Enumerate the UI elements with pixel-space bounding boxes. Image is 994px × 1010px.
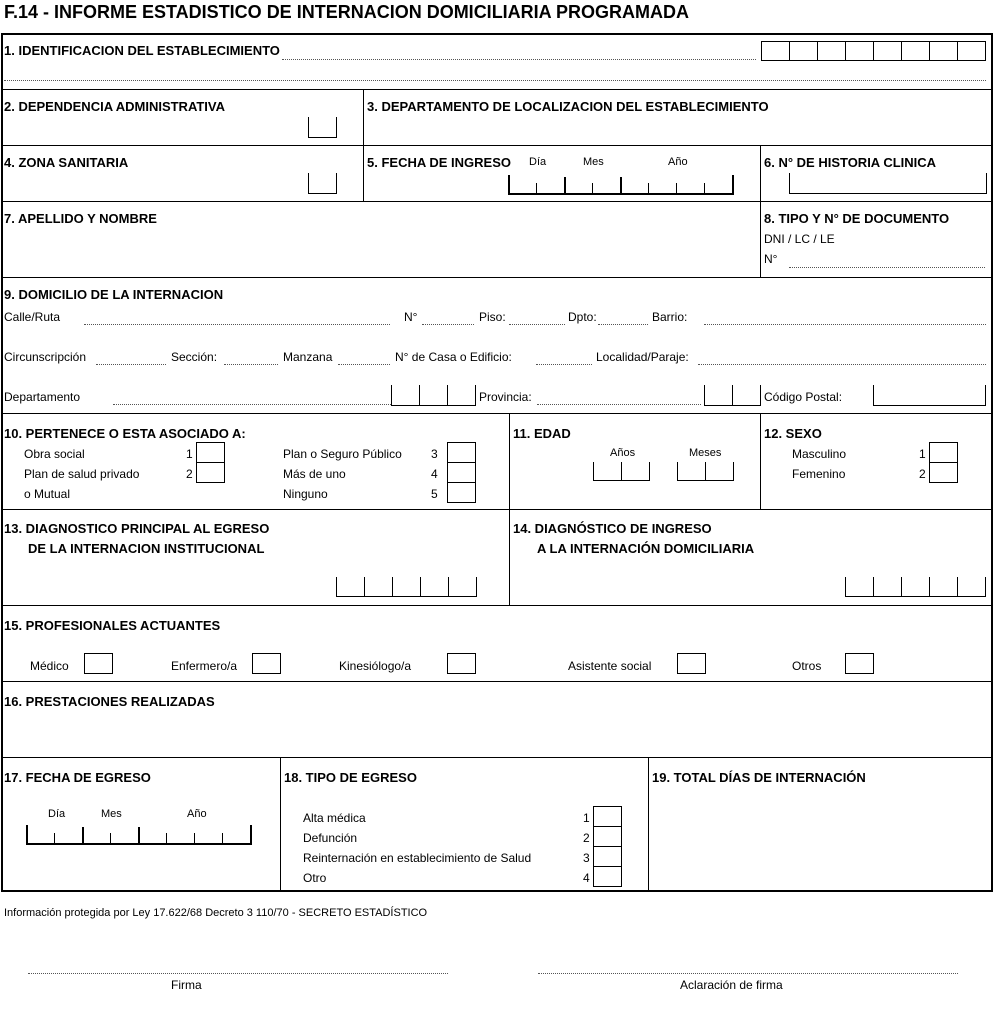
fecha-egreso-sep xyxy=(138,827,140,843)
provincia-label: Provincia: xyxy=(479,390,532,404)
manzana-line[interactable] xyxy=(338,364,390,365)
dpto-line[interactable] xyxy=(598,324,648,325)
fecha-egreso-edge xyxy=(26,825,28,843)
diag-egreso-box[interactable] xyxy=(336,577,365,597)
doc-num-label: N° xyxy=(764,252,778,266)
fecha-ingreso-edge xyxy=(508,175,510,193)
pertenece-option-box[interactable] xyxy=(196,462,225,483)
divider-4 xyxy=(1,277,993,278)
vdivider-17-18 xyxy=(280,757,281,892)
tipo-egreso-code: 4 xyxy=(583,871,590,885)
firma-line[interactable] xyxy=(28,973,448,974)
fecha-egreso-sep xyxy=(82,827,84,843)
section-11-label: 11. EDAD xyxy=(513,426,571,441)
section-16-label: 16. PRESTACIONES REALIZADAS xyxy=(4,694,215,709)
provincia-line[interactable] xyxy=(537,404,701,405)
ingreso-dia-label: Día xyxy=(529,156,547,168)
edad-anios-box[interactable] xyxy=(593,462,622,481)
section-17-label: 17. FECHA DE EGRESO xyxy=(4,770,151,785)
tipo-egreso-box[interactable] xyxy=(593,806,622,827)
section-1-label: 1. IDENTIFICACION DEL ESTABLECIMIENTO xyxy=(4,43,280,58)
divider-8 xyxy=(1,681,993,682)
fecha-ingreso-sep xyxy=(564,177,566,193)
diag-ingreso-box[interactable] xyxy=(957,577,986,597)
tipo-egreso-label: Reinternación en establecimiento de Salud xyxy=(303,851,532,865)
circ-line[interactable] xyxy=(96,364,166,365)
fecha-ingreso-tick xyxy=(648,183,649,193)
vdivider-2-3 xyxy=(363,89,364,201)
localidad-label: Localidad/Paraje: xyxy=(596,350,689,364)
fecha-egreso-tick xyxy=(54,833,55,843)
diag-ingreso-box[interactable] xyxy=(929,577,958,597)
section-13-line1: 13. DIAGNOSTICO PRINCIPAL AL EGRESO xyxy=(4,521,270,536)
dpto-label: Dpto: xyxy=(568,310,597,324)
fecha-egreso-tick xyxy=(166,833,167,843)
ingreso-mes-label: Mes xyxy=(583,156,604,168)
profesional-label: Kinesiólogo/a xyxy=(339,659,412,673)
tipo-egreso-label: Alta médica xyxy=(303,811,366,825)
manzana-label: Manzana xyxy=(283,350,333,364)
section-19-label: 19. TOTAL DÍAS DE INTERNACIÓN xyxy=(652,770,866,785)
profesional-box[interactable] xyxy=(447,653,476,674)
establecimiento-line[interactable] xyxy=(282,59,756,60)
fecha-ingreso-tick xyxy=(536,183,537,193)
profesional-box[interactable] xyxy=(845,653,874,674)
pertenece-option-label: Más de uno xyxy=(283,467,346,481)
section-7-label: 7. APELLIDO Y NOMBRE xyxy=(4,211,157,226)
casa-label: N° de Casa o Edificio: xyxy=(395,350,512,364)
fecha-egreso-edge xyxy=(250,825,252,843)
diag-ingreso-box[interactable] xyxy=(901,577,930,597)
edad-anios-label: Años xyxy=(610,447,636,459)
diag-ingreso-box[interactable] xyxy=(873,577,902,597)
casa-line[interactable] xyxy=(536,364,592,365)
departamento-code-box[interactable] xyxy=(447,385,476,406)
profesional-box[interactable] xyxy=(252,653,281,674)
profesional-box[interactable] xyxy=(677,653,706,674)
pertenece-option-code: 4 xyxy=(431,467,438,481)
tipo-egreso-box[interactable] xyxy=(593,846,622,867)
section-4-label: 4. ZONA SANITARIA xyxy=(4,155,129,170)
edad-meses-box[interactable] xyxy=(677,462,706,481)
tipo-egreso-label: Otro xyxy=(303,871,327,885)
fecha-ingreso-base[interactable] xyxy=(508,193,734,195)
profesional-label: Otros xyxy=(792,659,822,673)
pertenece-option-label: Plan de salud privado xyxy=(24,467,140,481)
fecha-ingreso-tick xyxy=(704,183,705,193)
divider-3 xyxy=(1,201,993,202)
provincia-code-box[interactable] xyxy=(704,385,733,406)
pertenece-option-box[interactable] xyxy=(447,462,476,483)
pertenece-option-label: Obra social xyxy=(24,447,85,461)
pertenece-option-box[interactable] xyxy=(447,442,476,463)
pertenece-option-label: o Mutual xyxy=(24,487,71,501)
establecimiento-line-2[interactable] xyxy=(4,80,986,81)
section-5-label: 5. FECHA DE INGRESO xyxy=(367,155,511,170)
egreso-dia-label: Día xyxy=(48,808,66,820)
departamento-code-box[interactable] xyxy=(391,385,420,406)
doc-types: DNI / LC / LE xyxy=(764,232,835,246)
pertenece-option-code: 2 xyxy=(186,467,193,481)
establecimiento-code-box[interactable] xyxy=(789,41,818,61)
section-13-line2: DE LA INTERNACION INSTITUCIONAL xyxy=(28,541,265,556)
localidad-line[interactable] xyxy=(698,364,986,365)
diag-egreso-box[interactable] xyxy=(420,577,449,597)
seccion-label: Sección: xyxy=(171,350,218,364)
fecha-egreso-tick xyxy=(194,833,195,843)
legal-note: Información protegida por Ley 17.622/68 Decreto 3 110/70 - SECRETO ESTADÍSTICO xyxy=(4,907,428,919)
aclaracion-line[interactable] xyxy=(538,973,958,974)
divider-5 xyxy=(1,413,993,414)
egreso-mes-label: Mes xyxy=(101,808,122,820)
cp-label: Código Postal: xyxy=(764,390,843,404)
egreso-anio-label: Año xyxy=(187,808,207,820)
section-2-label: 2. DEPENDENCIA ADMINISTRATIVA xyxy=(4,99,226,114)
section-14-line2: A LA INTERNACIÓN DOMICILIARIA xyxy=(537,541,755,556)
edad-anios-box[interactable] xyxy=(621,462,650,481)
establecimiento-code-box[interactable] xyxy=(817,41,846,61)
fecha-ingreso-sep xyxy=(620,177,622,193)
profesional-label: Enfermero/a xyxy=(171,659,238,673)
vdivider-5-6 xyxy=(760,145,761,277)
establecimiento-code-box[interactable] xyxy=(845,41,874,61)
cp-box[interactable] xyxy=(873,385,986,406)
establecimiento-code-box[interactable] xyxy=(901,41,930,61)
sexo-option-box[interactable] xyxy=(929,462,958,483)
pertenece-option-box[interactable] xyxy=(196,442,225,463)
numero-line[interactable] xyxy=(422,324,474,325)
diag-egreso-box[interactable] xyxy=(448,577,477,597)
fecha-egreso-tick xyxy=(222,833,223,843)
tipo-egreso-code: 1 xyxy=(583,811,590,825)
sexo-option-code: 2 xyxy=(919,467,926,481)
establecimiento-code-box[interactable] xyxy=(957,41,986,61)
divider-2 xyxy=(1,145,993,146)
section-8-label: 8. TIPO Y N° DE DOCUMENTO xyxy=(764,211,950,226)
sexo-option-box[interactable] xyxy=(929,442,958,463)
diag-egreso-box[interactable] xyxy=(364,577,393,597)
divider-1 xyxy=(1,89,993,90)
sexo-option-label: Masculino xyxy=(792,447,847,461)
calle-line[interactable] xyxy=(84,324,390,325)
barrio-label: Barrio: xyxy=(652,310,688,324)
profesional-box[interactable] xyxy=(84,653,113,674)
doc-num-line[interactable] xyxy=(789,267,985,268)
section-18-label: 18. TIPO DE EGRESO xyxy=(284,770,417,785)
barrio-line[interactable] xyxy=(704,324,986,325)
pertenece-option-box[interactable] xyxy=(447,482,476,503)
fecha-ingreso-tick xyxy=(676,183,677,193)
diag-ingreso-box[interactable] xyxy=(845,577,874,597)
departamento-code-box[interactable] xyxy=(419,385,448,406)
dependencia-box[interactable] xyxy=(308,117,337,138)
tipo-egreso-code: 3 xyxy=(583,851,590,865)
numero-label: N° xyxy=(404,310,418,324)
tipo-egreso-box[interactable] xyxy=(593,826,622,847)
sexo-option-code: 1 xyxy=(919,447,926,461)
establecimiento-code-box[interactable] xyxy=(873,41,902,61)
establecimiento-code-box[interactable] xyxy=(761,41,790,61)
sexo-option-label: Femenino xyxy=(792,467,846,481)
section-12-label: 12. SEXO xyxy=(764,426,822,441)
circ-label: Circunscripción xyxy=(4,350,87,364)
tipo-egreso-box[interactable] xyxy=(593,866,622,887)
profesional-label: Médico xyxy=(30,659,69,673)
diag-egreso-box[interactable] xyxy=(392,577,421,597)
section-3-label: 3. DEPARTAMENTO DE LOCALIZACION DEL ESTABLECIMIENTO xyxy=(367,99,769,114)
firma-label: Firma xyxy=(171,978,202,992)
fecha-egreso-tick xyxy=(110,833,111,843)
departamento-line[interactable] xyxy=(113,404,391,405)
fecha-ingreso-tick xyxy=(592,183,593,193)
form-title: F.14 - INFORME ESTADISTICO DE INTERNACION DOMICILIARIA PROGRAMADA xyxy=(4,2,690,22)
vdivider-11-12 xyxy=(760,413,761,509)
section-10-label: 10. PERTENECE O ESTA ASOCIADO A: xyxy=(4,426,246,441)
pertenece-option-label: Ninguno xyxy=(283,487,328,501)
divider-6 xyxy=(1,509,993,510)
edad-meses-label: Meses xyxy=(689,447,722,459)
divider-9 xyxy=(1,757,993,758)
tipo-egreso-label: Defunción xyxy=(303,831,358,845)
profesional-label: Asistente social xyxy=(568,659,652,673)
fecha-egreso-base[interactable] xyxy=(26,843,252,845)
section-9-label: 9. DOMICILIO DE LA INTERNACION xyxy=(4,287,224,302)
calle-label: Calle/Ruta xyxy=(4,310,61,324)
piso-line[interactable] xyxy=(509,324,565,325)
vdivider-18-19 xyxy=(648,757,649,892)
seccion-line[interactable] xyxy=(224,364,278,365)
pertenece-option-code: 5 xyxy=(431,487,438,501)
departamento-label: Departamento xyxy=(4,390,81,404)
ingreso-anio-label: Año xyxy=(668,156,688,168)
establecimiento-code-box[interactable] xyxy=(929,41,958,61)
aclaracion-label: Aclaración de firma xyxy=(680,978,783,992)
pertenece-option-label: Plan o Seguro Público xyxy=(283,447,402,461)
zona-box[interactable] xyxy=(308,173,337,194)
section-6-label: 6. N° DE HISTORIA CLINICA xyxy=(764,155,937,170)
fecha-ingreso-edge xyxy=(732,175,734,193)
piso-label: Piso: xyxy=(479,310,506,324)
tipo-egreso-code: 2 xyxy=(583,831,590,845)
section-15-label: 15. PROFESIONALES ACTUANTES xyxy=(4,618,221,633)
pertenece-option-code: 1 xyxy=(186,447,193,461)
vdivider-10-11 xyxy=(509,413,510,605)
edad-meses-box[interactable] xyxy=(705,462,734,481)
divider-7 xyxy=(1,605,993,606)
section-14-line1: 14. DIAGNÓSTICO DE INGRESO xyxy=(513,521,712,536)
historia-clinica-box[interactable] xyxy=(789,173,987,194)
provincia-code-box[interactable] xyxy=(732,385,761,406)
pertenece-option-code: 3 xyxy=(431,447,438,461)
